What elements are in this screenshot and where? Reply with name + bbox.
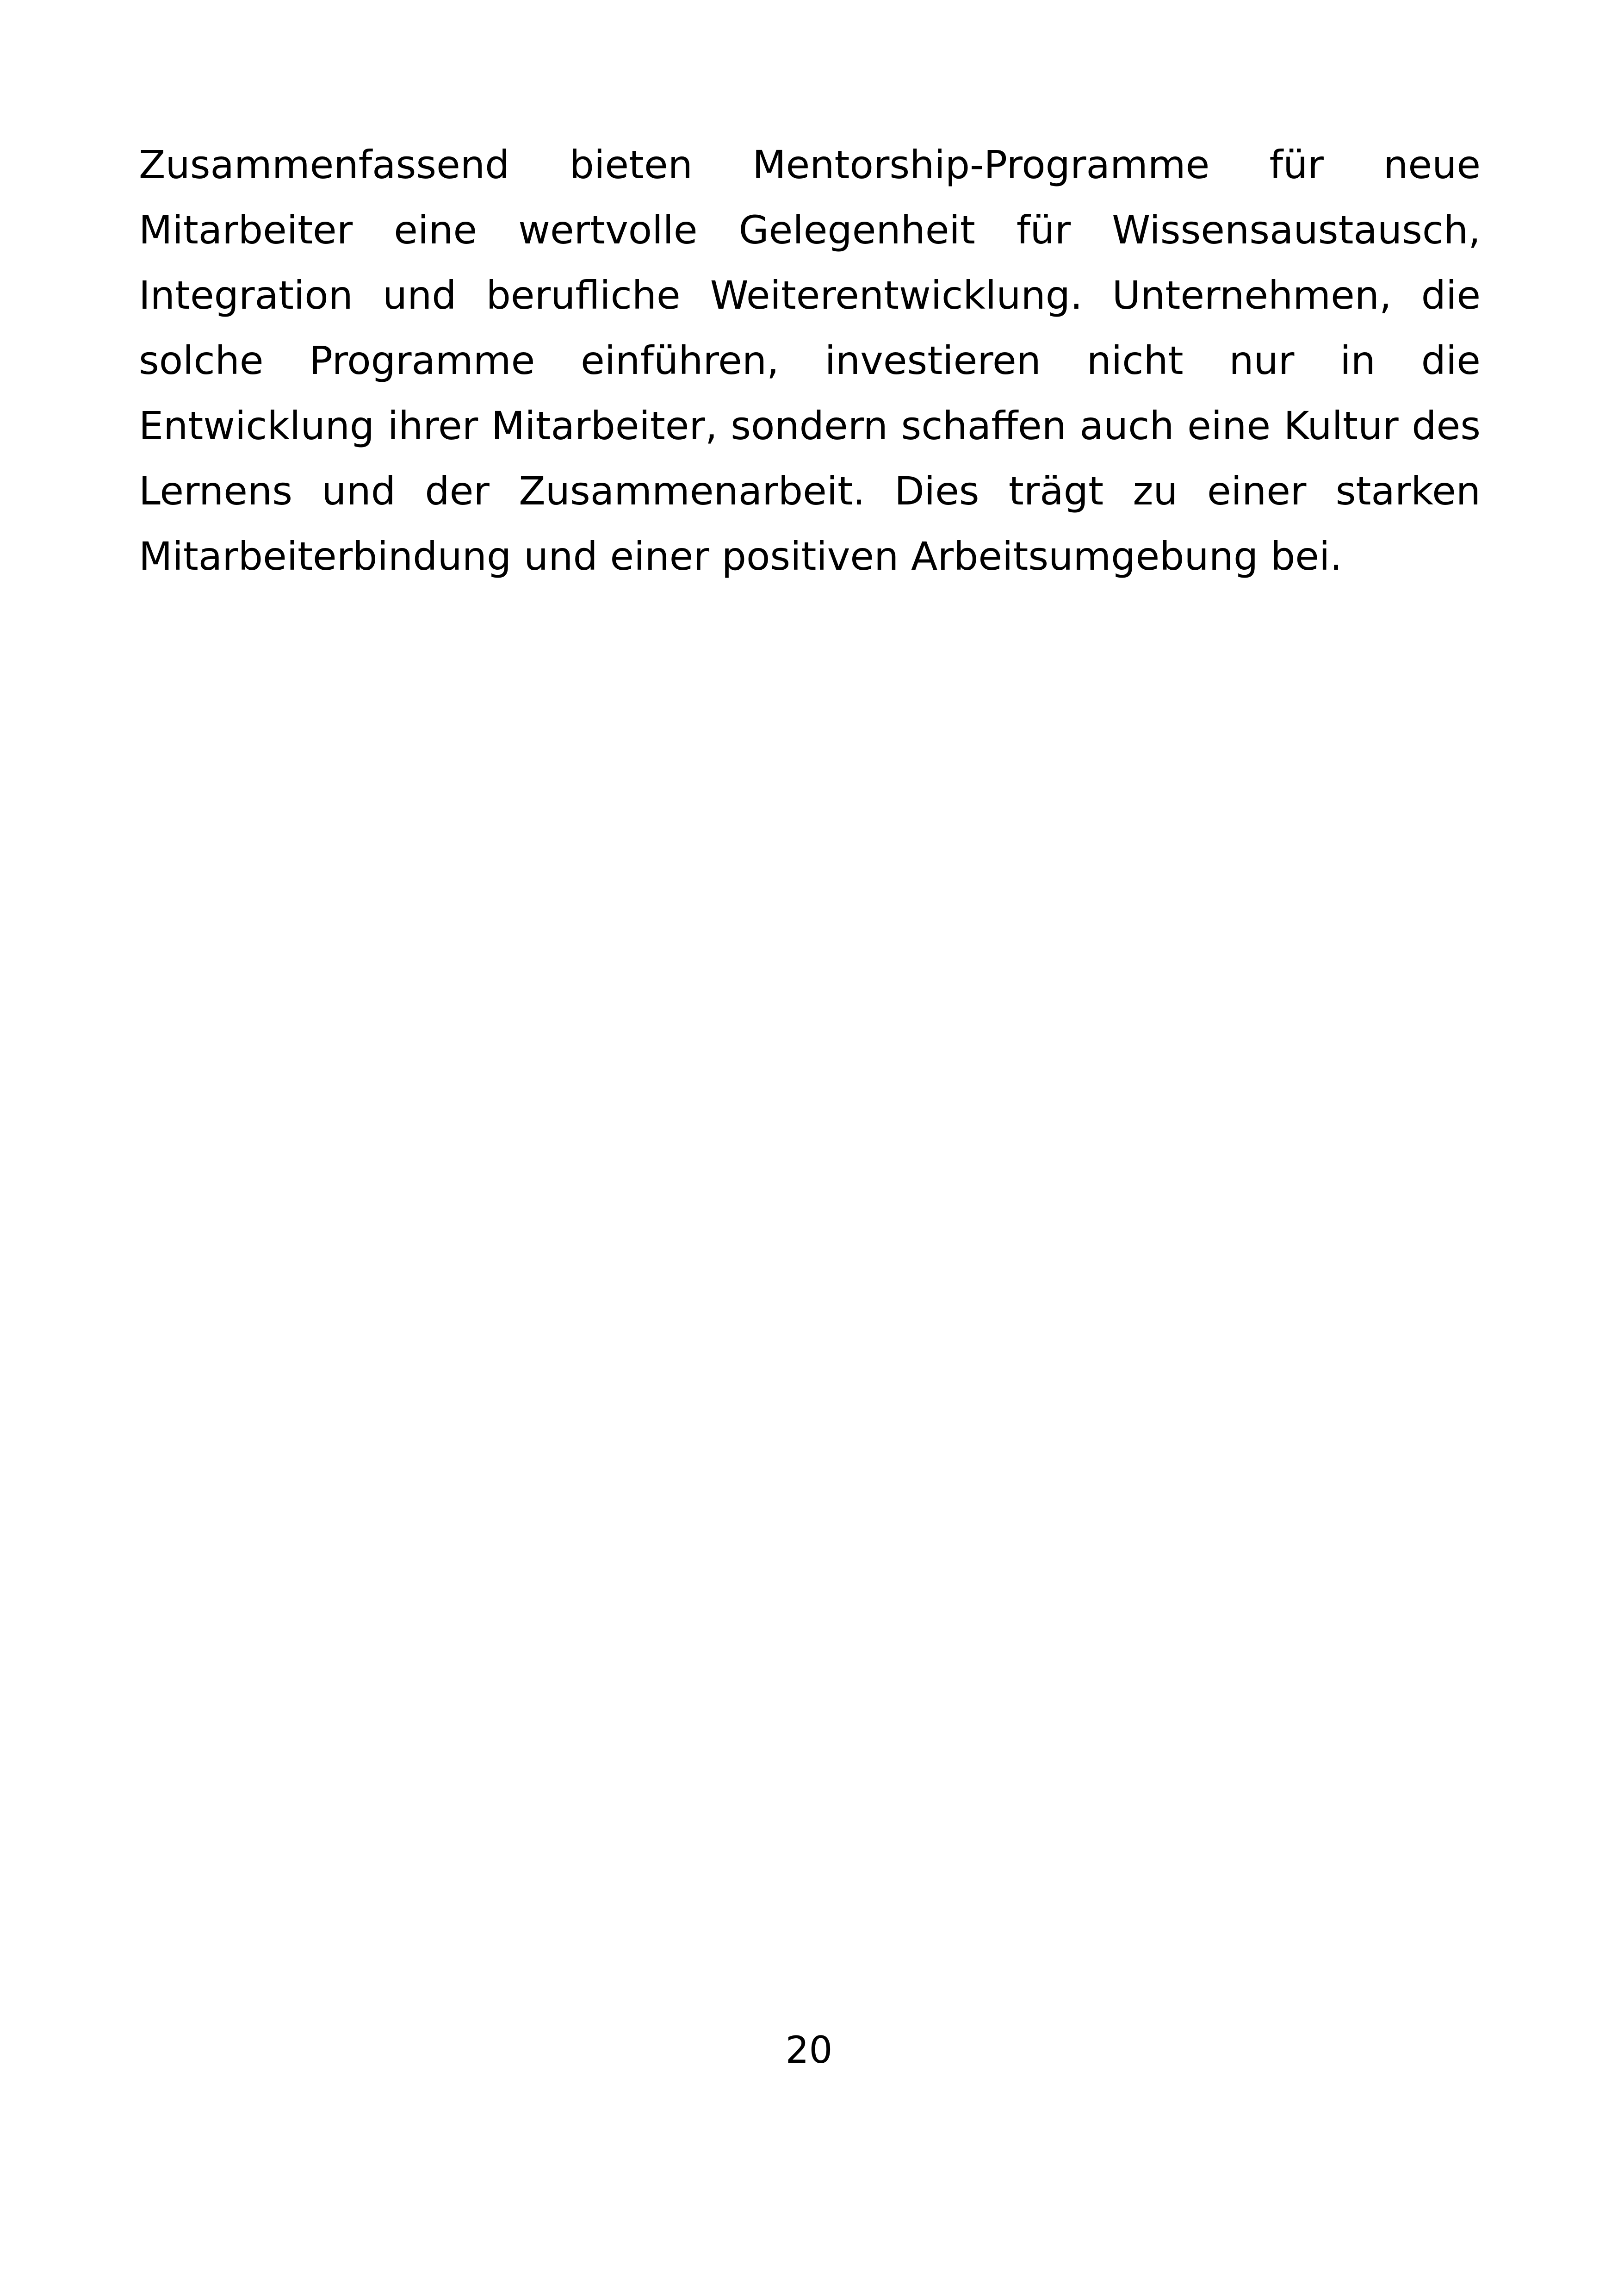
- page-number: 20: [785, 2028, 833, 2072]
- body-paragraph: Zusammenfassend bieten Mentorship-Programme für neue Mitarbeiter eine wertvolle Gelegenheit für Wissensaustausch, Integration und berufliche Weiterentwicklung. Unternehmen, die solche Programme einführen, investieren nicht nur in die Entwicklung ihrer Mitarbeiter, sondern schaffen auch eine Kultur des Lernens und der Zusammenarbeit. Dies trägt zu einer starken Mitarbeiterbindung und einer positiven Arbeitsumgebung bei.: [139, 142, 1481, 579]
